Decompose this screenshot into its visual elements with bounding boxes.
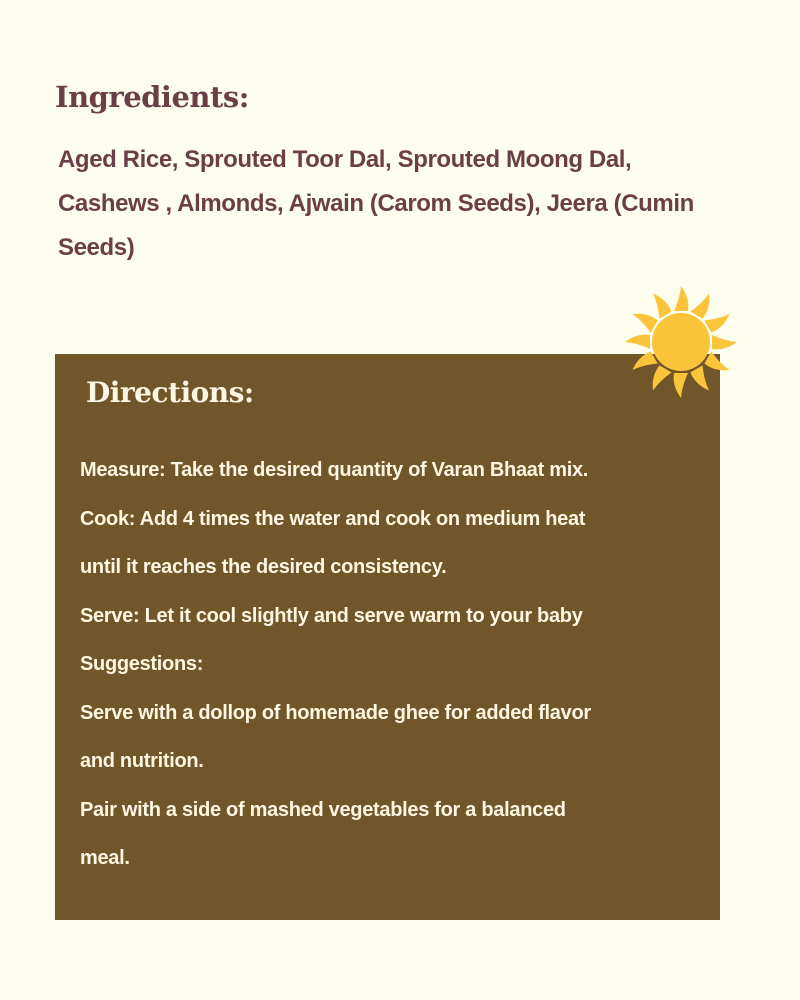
sun-ray — [690, 365, 709, 390]
directions-line: Cook: Add 4 times the water and cook on medium heat — [80, 507, 586, 530]
directions-box — [55, 354, 720, 920]
directions-line: Measure: Take the desired quantity of Varan Bhaat mix. — [80, 459, 589, 481]
sun-ray — [633, 314, 658, 333]
sun-ray — [653, 365, 672, 390]
sun-ray — [704, 314, 729, 333]
directions-line: until it reaches the desired consistency. — [80, 556, 447, 578]
ingredients-heading: Ingredients: — [55, 80, 249, 114]
directions-line: Suggestions: — [80, 653, 204, 675]
directions-line: Serve with a dollop of homemade ghee for added flavor — [80, 701, 591, 724]
directions-list — [80, 446, 700, 883]
sun-ray — [625, 335, 650, 349]
ingredients-text: Aged Rice, Sprouted Toor Dal, Sprouted Moong Dal, Cashews , Almonds, Ajwain (Carom Seeds), Jeera (Cumin Seeds) — [58, 146, 694, 261]
directions-line: meal. — [80, 847, 130, 869]
sun-ray — [674, 373, 688, 398]
sun-ray — [690, 294, 709, 319]
directions-line: Pair with a side of mashed vegetables for a balanced — [80, 798, 566, 821]
directions-line: and nutrition. — [80, 750, 204, 772]
sun-ray — [674, 286, 688, 311]
directions-line: Serve: Let it cool slightly and serve warm to your baby — [80, 604, 583, 627]
sun-ray — [712, 335, 737, 349]
sun-ray — [633, 351, 658, 370]
directions-heading: Directions: — [86, 376, 254, 409]
sun-icon — [622, 283, 740, 401]
sun-ray — [704, 351, 729, 370]
sun-ray — [653, 294, 672, 319]
